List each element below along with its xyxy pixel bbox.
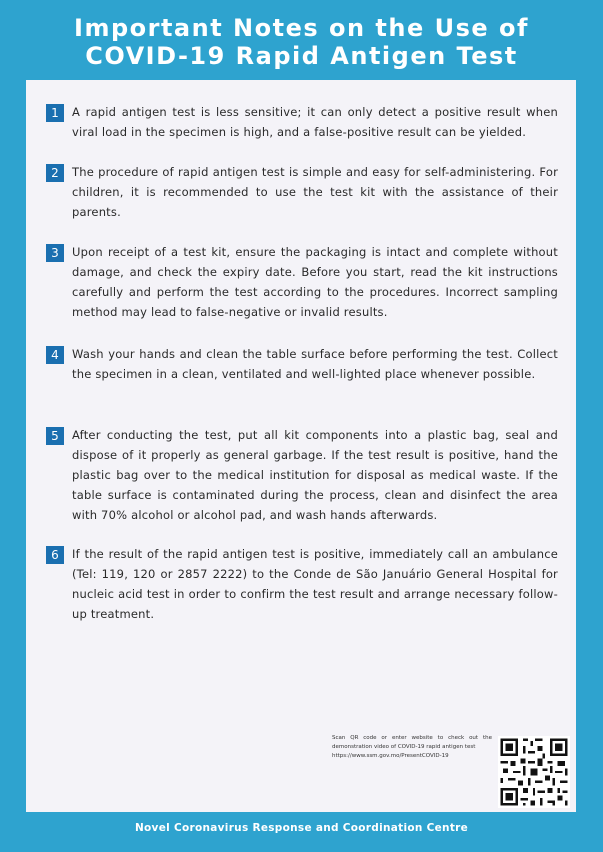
qr-code-icon[interactable]: [498, 736, 570, 808]
note-number: 4: [46, 346, 64, 364]
note-text: If the result of the rapid antigen test is positive, immediately call an ambulance (Tel: 119, 120 or 2857 2222) to the Conde de São Januário General Hospital for nucleic acid test in order to confirm the test result and arrange necessary follow-up treatment.: [72, 547, 558, 621]
note-number: 3: [46, 244, 64, 262]
note-text: Upon receipt of a test kit, ensure the packaging is intact and complete without damage, and check the expiry date. Before you start, read the kit instructions carefully and perform the test according to the procedures. Incorrect sampling method may lead to false-negative or invalid results.: [72, 245, 558, 319]
page-title: [0, 14, 603, 70]
footer-organization: Novel Coronavirus Response and Coordination Centre: [134, 822, 469, 834]
title-line-1: Important Notes on the Use of: [74, 14, 529, 42]
note-text: After conducting the test, put all kit components into a plastic bag, seal and dispose of it properly as general garbage. If the test result is positive, hand the plastic bag over to the medical institution for disposal as medical waste. If the table surface is contaminated during the process, clean and disinfect the area with 70% alcohol or alcohol pad, and wash hands afterwards.: [72, 428, 558, 522]
notes-panel: [26, 80, 576, 812]
title-line-2: COVID-19 Rapid Antigen Test: [85, 42, 518, 70]
qr-caption: Scan QR code or enter website to check out the demonstration video of COVID-19 rapid antigen test: [332, 735, 492, 750]
note-number: 6: [46, 546, 64, 564]
qr-url-link[interactable]: https://www.ssm.gov.mo/PresentCOVID-19: [332, 753, 449, 759]
note-number: 1: [46, 104, 64, 122]
note-text: The procedure of rapid antigen test is simple and easy for self-administering. For children, it is recommended to use the test kit with the assistance of their parents.: [72, 165, 558, 219]
note-text: A rapid antigen test is less sensitive; it can only detect a positive result when viral load in the specimen is high, and a false-positive result can be yielded.: [72, 105, 558, 139]
note-number: 2: [46, 164, 64, 182]
note-text: Wash your hands and clean the table surface before performing the test. Collect the specimen in a clean, ventilated and well-lighted place whenever possible.: [72, 347, 558, 381]
note-number: 5: [46, 427, 64, 445]
qr-caption-block: [332, 734, 492, 761]
